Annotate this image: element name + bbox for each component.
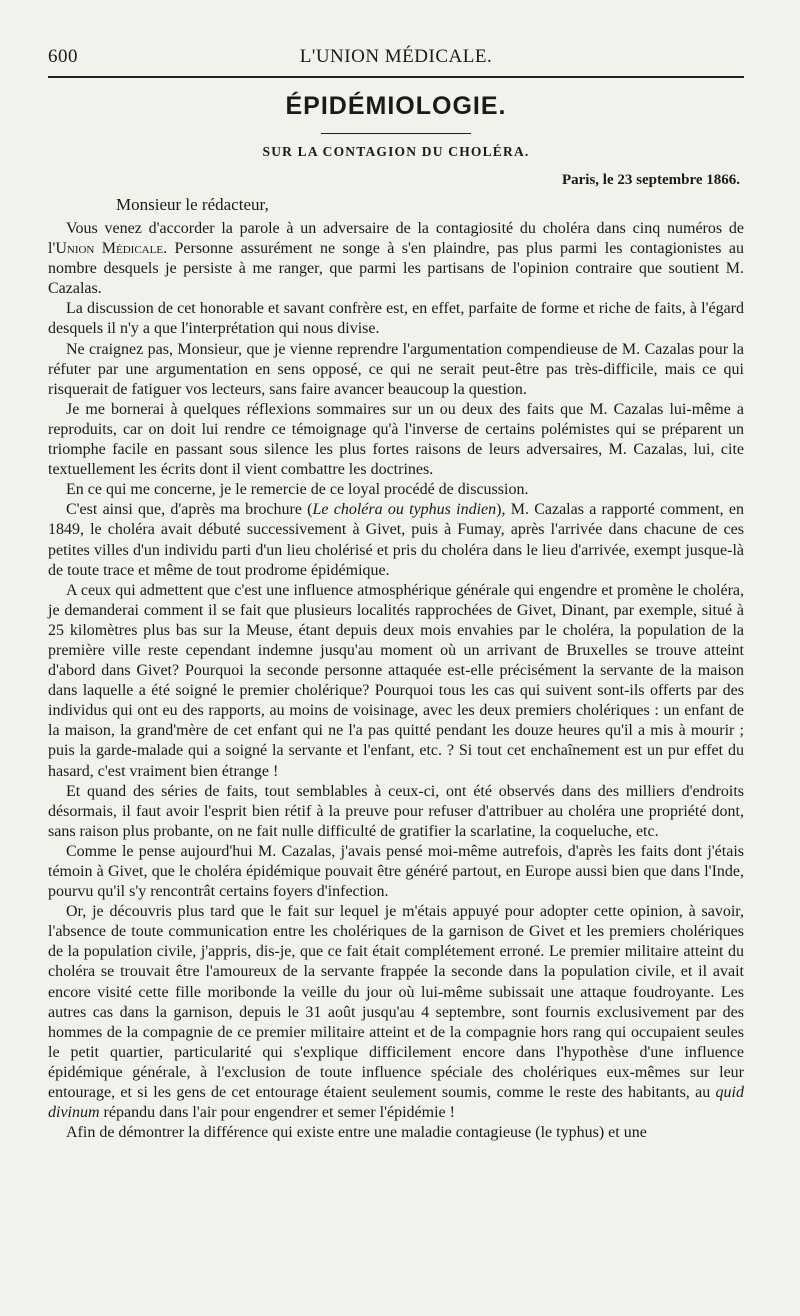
header-rule	[48, 76, 744, 78]
page-number: 600	[48, 46, 78, 67]
paragraph	[48, 902, 744, 1123]
paragraph: A ceux qui admettent que c'est une influence atmosphérique générale qui engendre et promène le choléra, je demanderai comment il se fait que plusieurs localités rapprochées de Givet, Dinant, par exemple, situé à 25 kilomètres plus bas sur la Meuse, étant depuis deux mois envahies par le choléra, la population de la première ville reste cependant indemne jusqu'au moment où un arrivant de Bruxelles se trouve atteint d'abord dans Givet? Pourquoi la seconde personne attaquée est-elle précisément la servante de la maison dans laquelle a été soigné le premier cholérique? Pourquoi tous les cas qui suivent sont-ils offerts par des individus qui ont eu des rapports, au moins de voisinage, avec les deux premiers cholériques : un enfant de la maison, la grand'mère de cet enfant qui ne l'a pas quitté pendant les douze heures qu'il a mis à mourir ; puis la garde-malade qui a soigné la servante et l'enfant, etc. ? Si tout cet enchaînement est un pur effet du hasard, c'est vraiment bien étrange !	[48, 581, 744, 780]
paragraph: Afin de démontrer la différence qui existe entre une maladie contagieuse (le typhus) et une	[66, 1124, 647, 1142]
title-rule	[321, 133, 471, 134]
article-subtitle: SUR LA CONTAGION DU CHOLÉRA.	[262, 144, 530, 159]
paragraph-text: Or, je découvris plus tard que le fait sur lequel je m'étais appuyé pour adopter cette opinion, à savoir, l'absence de toute communication entre les cholériques de la garnison de Givet et les premiers cholériques de la population civile, j'appris, dis-je, que ce fait était complétement erroné. Le premier militaire atteint du choléra se trouvait être l'amoureux de la servante frappée la seconde dans la population civile, et il avait encore visité cette fille moribonde la veille du jour où lui-même subissait une attaque foudroyante. Les autres cas dans la garnison, depuis le 31 août jusqu'au 4 septembre, sont fournis exclusivement par des hommes de la compagnie de ce premier militaire atteint et de la compagnie hors rang qui occupaient seules le petit quartier, particularité qui s'explique difficilement encore dans l'hypothèse d'une influence épidémique générale, à l'exclusion de toute influence spéciale des cholériques eux-mêmes sur leur entourage, et si les gens de cet entourage étaient seulement soumis, comme le reste des habitants, au	[48, 903, 744, 1102]
paragraph-text: ), M. Cazalas a rapporté comment, en 1849, le choléra avait débuté successivement à Givet, puis à Fumay, après l'arrivée dans chacune de ces petites villes d'un individu parti d'un lieu cholérisé et pris du choléra dans le lieu d'arrivée, exempt jusque-là de toute trace et même de tout prodrome épidémique.	[48, 501, 744, 579]
paragraph-text: C'est ainsi que, d'après ma brochure (	[66, 501, 313, 519]
article-body	[48, 219, 744, 1143]
paragraph: En ce qui me concerne, je le remercie de ce loyal procédé de discussion.	[66, 481, 529, 499]
latin-phrase: quid divinum	[48, 1084, 744, 1122]
paragraph-text: répandu dans l'air pour engendrer et semer l'épidémie !	[99, 1104, 455, 1122]
paragraph: Ne craignez pas, Monsieur, que je vienne reprendre l'argumentation compendieuse de M. Cazalas pour la réfuter par une argumentation en sens opposé, ce qui ne serait peut-être pas très-difficile, mais ce qui risquerait de fatiguer vos lecteurs, sans faire avancer beaucoup la question.	[48, 340, 744, 398]
paragraph: Et quand des séries de faits, tout semblables à ceux-ci, ont été observés dans des milliers d'endroits désormais, il faut avoir l'esprit bien rétif à la preuve pour refuser d'attribuer au choléra une propriété dont, sans raison plus probante, on ne fait nulle difficulté de gratifier la scarlatine, la coqueluche, etc.	[48, 782, 744, 840]
salutation: Monsieur le rédacteur,	[116, 195, 269, 214]
journal-name-smallcaps: Union Médicale	[55, 240, 164, 258]
journal-title: L'UNION MÉDICALE.	[299, 46, 493, 67]
paragraph	[48, 219, 744, 299]
paragraph: La discussion de cet honorable et savant confrère est, en effet, parfaite de forme et riche de faits, à l'égard desquels il n'y a que l'interprétation qui nous divise.	[48, 300, 744, 338]
paragraph: Je me bornerai à quelques réflexions sommaires sur un ou deux des faits que M. Cazalas lui-même a reproduits, car on doit lui rendre ce témoignage qu'à l'inverse de certains polémistes qui se préparent un triomphe facile en passant sous silence les plus fortes raisons de leurs adversaires, M. Cazalas, lui, cite textuellement les écrits dont il vient combattre les doctrines.	[48, 400, 744, 479]
paragraph-text: . Personne assurément ne songe à s'en plaindre, pas plus parmi les contagionistes au nombre desquels je persiste à me ranger, que parmi les partisans de l'opinion contraire que soutient M. Cazalas.	[48, 240, 745, 298]
paragraph: Comme le pense aujourd'hui M. Cazalas, j'avais pensé moi-même autrefois, d'après les faits dont j'étais témoin à Givet, que le choléra épidémique pouvait être généré partout, en Europe aussi bien que dans l'Inde, pourvu qu'il s'y rencontrât certains foyers d'infection.	[48, 842, 744, 901]
paragraph-text: Vous venez d'accorder la parole à un adversaire de la contagiosité du choléra dans cinq numéros de l'	[48, 220, 744, 258]
paragraph	[48, 500, 744, 580]
dateline: Paris, le 23 septembre 1866.	[561, 172, 740, 188]
section-title: ÉPIDÉMIOLOGIE.	[285, 92, 507, 120]
brochure-title: Le choléra ou typhus indien	[312, 501, 497, 519]
running-head	[48, 44, 744, 74]
